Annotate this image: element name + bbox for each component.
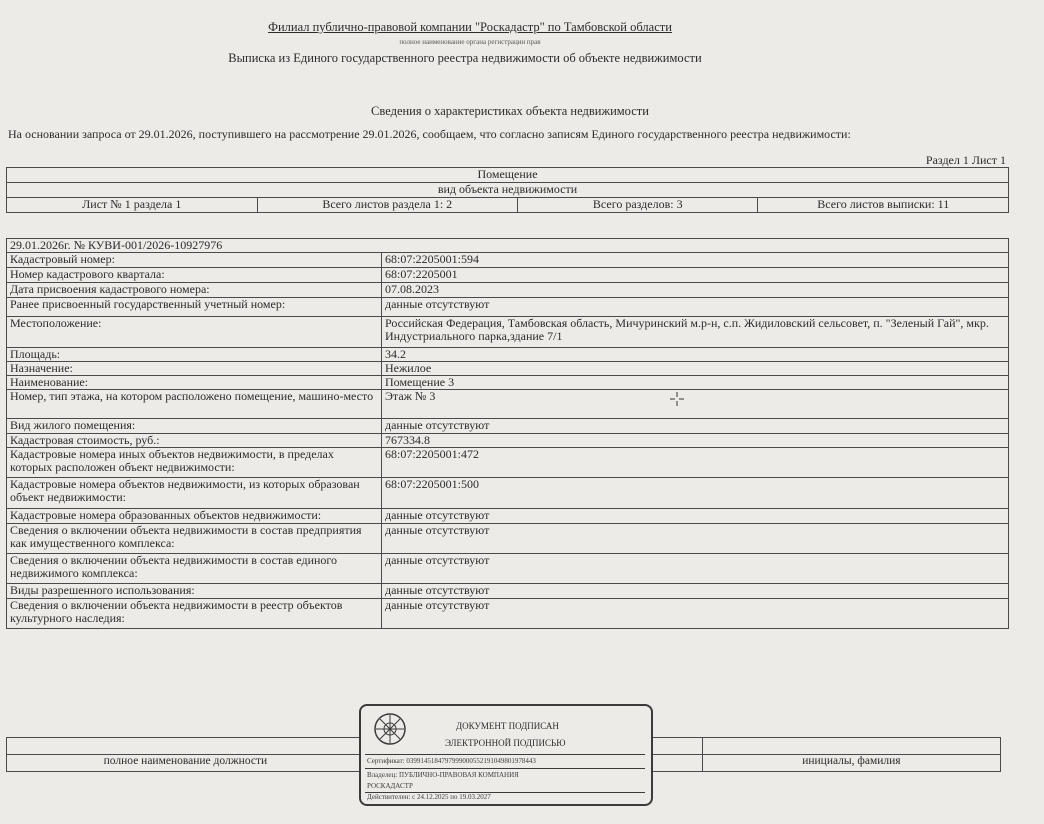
row-value: 68:07:2205001:472	[382, 448, 1009, 478]
stamp-line1: ДОКУМЕНТ ПОДПИСАН	[456, 721, 559, 731]
row-value: 68:07:2205001:500	[382, 478, 1009, 509]
stamp-line2: ЭЛЕКТРОННОЙ ПОДПИСЬЮ	[445, 738, 566, 748]
row-label: Сведения о включении объекта недвижимости в состав единого недвижимого комплекса:	[7, 554, 382, 584]
table-row	[7, 448, 1009, 478]
row-value: Нежилое	[382, 362, 1009, 376]
row-value: 68:07:2205001	[382, 268, 1009, 283]
sheets-total: Всего листов выписки: 11	[758, 198, 1009, 213]
stamp-owner: Владелец: ПУБЛИЧНО-ПРАВОВАЯ КОМПАНИЯ	[367, 771, 519, 779]
row-label: Кадастровые номера объектов недвижимости, из которых образован объект недвижимости:	[7, 478, 382, 509]
row-value: 767334.8	[382, 434, 1009, 448]
table-row	[7, 509, 1009, 524]
table-row	[7, 478, 1009, 509]
extract-title: Выписка из Единого государственного реестра недвижимости об объекте недвижимости	[228, 51, 702, 65]
object-header-table	[6, 167, 1009, 213]
office-caption: полное наименование органа регистрации прав	[399, 38, 541, 46]
table-row	[7, 599, 1009, 629]
row-label: Кадастровый номер:	[7, 253, 382, 268]
record-id: 29.01.2026г. № КУВИ-001/2026-10927976	[7, 239, 1009, 253]
sheet-number: Лист № 1 раздела 1	[7, 198, 258, 213]
row-label: Кадастровая стоимость, руб.:	[7, 434, 382, 448]
row-label: Номер кадастрового квартала:	[7, 268, 382, 283]
office-name: Филиал публично-правовой компании "Роскадастр" по Тамбовской области	[268, 20, 672, 34]
section-sheet-label: Раздел 1 Лист 1	[925, 153, 1006, 167]
row-label: Вид жилого помещения:	[7, 419, 382, 434]
sections-total: Всего разделов: 3	[518, 198, 758, 213]
crosshair-cursor-icon	[670, 392, 684, 406]
intro-text: На основании запроса от 29.01.2026, поступившего на рассмотрение 29.01.2026, сообщаем, что согласно записям Единого государственного реестра недвижимости:	[8, 127, 851, 141]
row-value: данные отсутствуют	[382, 524, 1009, 554]
stamp-owner-2: РОСКАДАСТР	[367, 782, 413, 790]
row-label: Виды разрешенного использования:	[7, 584, 382, 599]
object-type: Помещение	[7, 168, 1009, 183]
table-row	[7, 390, 1009, 419]
row-label: Сведения о включении объекта недвижимости в состав предприятия как имущественного комплекса:	[7, 524, 382, 554]
row-value: Этаж № 3	[382, 390, 1009, 419]
stamp-divider	[365, 754, 645, 755]
row-value: 68:07:2205001:594	[382, 253, 1009, 268]
table-row	[7, 348, 1009, 362]
row-value: 07.08.2023	[382, 283, 1009, 298]
row-value: 34.2	[382, 348, 1009, 362]
table-row	[7, 524, 1009, 554]
table-row	[7, 584, 1009, 599]
table-row	[7, 434, 1009, 448]
row-value: данные отсутствуют	[382, 584, 1009, 599]
row-value: Российская Федерация, Тамбовская область, Мичуринский м.р-н, с.п. Жидиловский сельсовет, п. "Зеленый Гай", мкр. Индустриального парка,здание 7/1	[382, 317, 1009, 348]
row-label: Сведения о включении объекта недвижимости в реестр объектов культурного наследия:	[7, 599, 382, 629]
row-label: Кадастровые номера образованных объектов недвижимости:	[7, 509, 382, 524]
table-row	[7, 554, 1009, 584]
table-row	[7, 268, 1009, 283]
name-field	[702, 738, 1000, 755]
row-value: Помещение 3	[382, 376, 1009, 390]
table-row	[7, 362, 1009, 376]
row-label: Дата присвоения кадастрового номера:	[7, 283, 382, 298]
info-title: Сведения о характеристиках объекта недвижимости	[371, 104, 649, 118]
row-value: данные отсутствуют	[382, 298, 1009, 317]
stamp-validity: Действителен: с 24.12.2025 по 19.03.2027	[367, 793, 491, 801]
row-value: данные отсутствуют	[382, 554, 1009, 584]
row-label: Наименование:	[7, 376, 382, 390]
table-row	[7, 253, 1009, 268]
position-caption: полное наименование должности	[7, 755, 365, 772]
row-label: Назначение:	[7, 362, 382, 376]
row-value: данные отсутствуют	[382, 419, 1009, 434]
sheets-in-section: Всего листов раздела 1: 2	[257, 198, 518, 213]
emblem-icon	[373, 712, 407, 746]
table-row	[7, 376, 1009, 390]
name-caption: инициалы, фамилия	[702, 755, 1000, 772]
table-row	[7, 298, 1009, 317]
row-label: Ранее присвоенный государственный учетный номер:	[7, 298, 382, 317]
stamp-certificate: Сертификат: 0399145184797999000552191049801978443	[367, 757, 536, 765]
row-label: Местоположение:	[7, 317, 382, 348]
row-label: Площадь:	[7, 348, 382, 362]
characteristics-table	[6, 238, 1009, 629]
stamp-divider	[365, 768, 645, 769]
position-field	[7, 738, 365, 755]
object-type-caption: вид объекта недвижимости	[7, 183, 1009, 198]
table-row	[7, 283, 1009, 298]
e-signature-stamp	[359, 704, 653, 806]
row-label: Кадастровые номера иных объектов недвижимости, в пределах которых расположен объект недвижимости:	[7, 448, 382, 478]
row-label: Номер, тип этажа, на котором расположено помещение, машино-место	[7, 390, 382, 419]
row-value: данные отсутствуют	[382, 509, 1009, 524]
table-row	[7, 317, 1009, 348]
row-value: данные отсутствуют	[382, 599, 1009, 629]
table-row	[7, 419, 1009, 434]
